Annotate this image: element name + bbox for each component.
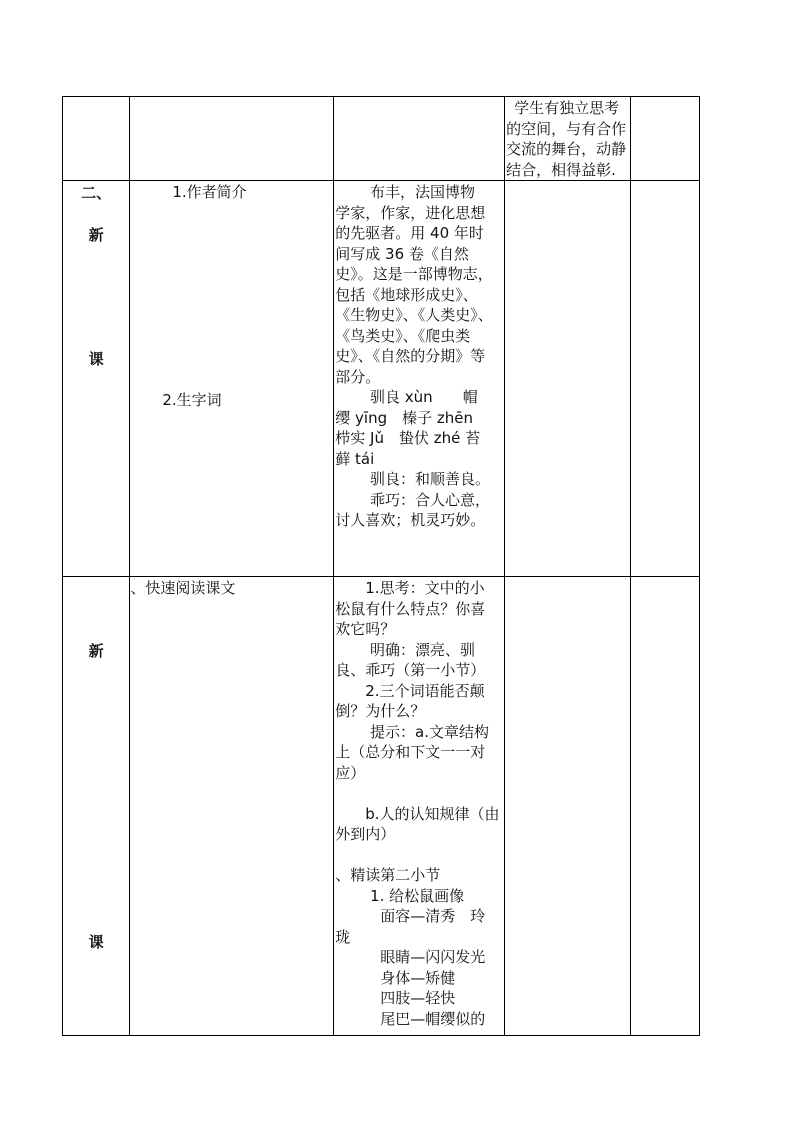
cell-empty (334, 97, 505, 181)
cell-empty (505, 181, 631, 577)
content-line: 学家，作家，进化思想 (335, 203, 486, 222)
table-row (63, 181, 700, 577)
cell-empty (630, 97, 699, 181)
section-char: 新 (88, 226, 104, 244)
content-line: 2.三个词语能否颠 (335, 681, 485, 700)
content-line: 1. 给松鼠画像 (335, 886, 465, 905)
content-line: 间写成 36 卷《自然 (335, 244, 469, 263)
cell-empty (630, 577, 699, 1036)
step-new-words: 2.生字词 (162, 391, 222, 409)
content-line: 眼睛—闪闪发光 (335, 948, 486, 966)
table-row (63, 577, 700, 1036)
content-line: 包括《地球形成史》、 (335, 285, 478, 304)
content-line: 史》。这是一部博物志， (335, 265, 493, 283)
section-char: 课 (88, 933, 104, 951)
content-line: 部分。 (335, 367, 381, 386)
section-char: 新 (88, 642, 104, 660)
design-note-line: 结合，相得益彰. (506, 160, 616, 179)
design-note-line: 交流的舞台，动静 (506, 140, 627, 158)
content-line: 明确：漂亮、驯 (335, 640, 476, 659)
cell-empty (630, 181, 699, 577)
cell-empty (505, 577, 631, 1036)
content-line: 史》、《自然的分期》等 (335, 347, 486, 365)
content-line: 外到内） (335, 825, 396, 843)
design-note-line: 学生有独立思考 (514, 99, 620, 117)
table-row (63, 97, 700, 181)
content-line: 倒？为什么？ (335, 702, 426, 720)
design-note-line: 的空间，与有合作 (506, 119, 627, 138)
content-line: 欢它吗？ (335, 620, 396, 638)
content-line: 《生物史》、《人类史》、 (335, 306, 493, 324)
cell-teaching-content (334, 181, 505, 577)
content-line: 提示：a.文章结构 (335, 722, 489, 741)
cell-empty (63, 97, 130, 181)
cell-section-label (63, 181, 130, 577)
cell-section-label (63, 577, 130, 1036)
content-line: 珑 (335, 927, 351, 946)
content-line: 1.思考：文中的小 (335, 579, 485, 597)
cell-teaching-content (334, 577, 505, 1036)
content-line: 良、乖巧（第一小节） (335, 661, 486, 679)
content-line: 的先驱者。用 40 年时 (335, 224, 484, 242)
content-line: 应） (335, 763, 366, 782)
cell-teaching-step (130, 577, 334, 1036)
content-line: 缨 yīng 榛子 zhēn (335, 408, 473, 427)
content-line: 讨人喜欢；机灵巧妙。 (335, 511, 486, 529)
step-author-intro: 1.作者简介 (172, 183, 247, 201)
content-line: 松鼠有什么特点？你喜 (335, 599, 486, 618)
cell-design-note (505, 97, 631, 181)
content-line: 面容—清秀 玲 (335, 907, 486, 925)
content-line (335, 845, 502, 866)
content-line (335, 783, 502, 804)
content-line: 驯良：和顺善良。 (335, 470, 491, 488)
content-line: 乖巧：合人心意， (335, 490, 491, 509)
content-line: 《鸟类史》、《爬虫类 (335, 326, 471, 345)
content-line: 驯良 xùn 帽 (335, 388, 478, 406)
content-line: 身体—矫健 (335, 968, 456, 987)
content-line: b.人的认知规律（由 (335, 804, 500, 823)
content-line: 布丰，法国博物 (335, 183, 476, 201)
content-line: 尾巴—帽缨似的 (335, 1009, 486, 1028)
content-line: 、精读第二小节 (335, 866, 441, 884)
section-char: 课 (88, 350, 104, 368)
cell-empty (130, 97, 334, 181)
content-line: 四肢—轻快 (335, 989, 456, 1007)
content-line: 栉实 Jǔ 蛰伏 zhé 苔 (335, 429, 481, 447)
step-quick-reading: 、快速阅读课文 (130, 579, 236, 597)
content-line: 藓 tái (335, 449, 375, 468)
lesson-plan-table (62, 96, 700, 1036)
cell-teaching-step (130, 181, 334, 577)
section-number: 二、 (81, 184, 112, 202)
content-line: 上（总分和下文一一对 (335, 743, 486, 761)
